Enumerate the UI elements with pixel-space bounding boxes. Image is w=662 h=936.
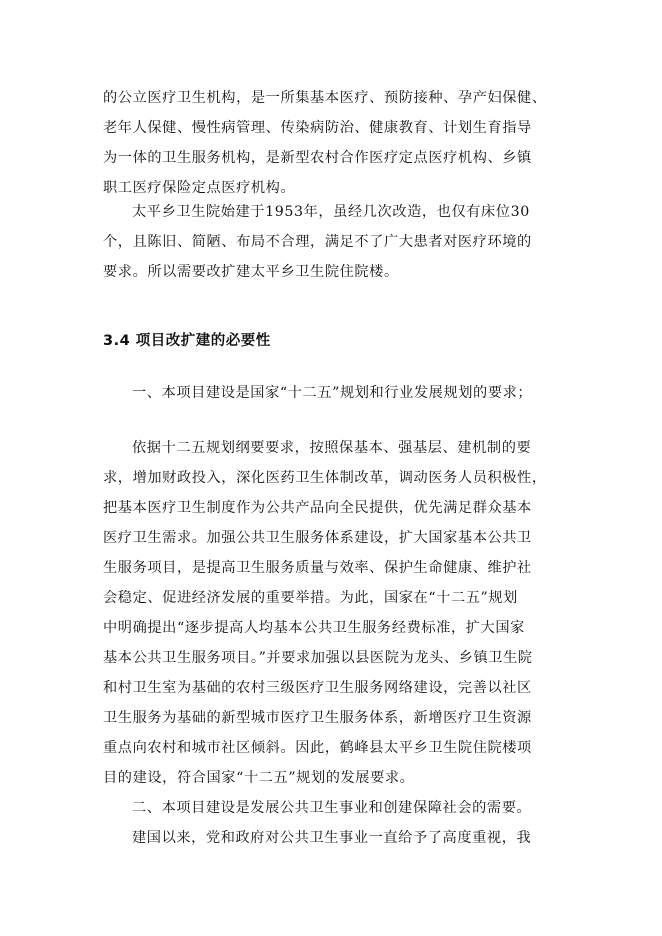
text-line: 求，增加财政投入，深化医药卫生体制改革，调动医务人员积极性， <box>103 470 547 486</box>
section-heading: 3.4 项目改扩建的必要性 <box>103 333 271 349</box>
text-line: 个，且陈旧、简陋、布局不合理，满足不了广大患者对医疗环境的 <box>103 234 532 250</box>
text-line: 的公立医疗卫生机构，是一所集基本医疗、预防接种、孕产妇保健、 <box>103 90 547 106</box>
text-line: 太平乡卫生院始建于1953年，虽经几次改造，也仅有床位30 <box>132 204 530 220</box>
text-line: 重点向农村和城市社区倾斜。因此，鹤峰县太平乡卫生院住院楼项 <box>103 740 532 756</box>
text-line: 建国以来，党和政府对公共卫生事业一直给予了高度重视，我 <box>132 830 532 846</box>
text-line: 会稳定、促进经济发展的重要举措。为此，国家在“十二五”规划 <box>103 590 518 606</box>
text-line: 目的建设，符合国家“十二五”规划的发展要求。 <box>103 770 415 786</box>
history-paragraph <box>103 197 557 287</box>
text-line: 为一体的卫生服务机构，是新型农村合作医疗定点医疗机构、乡镇 <box>103 150 532 166</box>
text-line: 职工医疗保险定点医疗机构。 <box>103 180 296 196</box>
text-line: 生服务项目，是提高卫生服务质量与效率、保护生命健康、维护社 <box>103 560 532 576</box>
policy-paragraph <box>103 433 557 853</box>
text-line: 基本公共卫生服务项目。”并要求加强以县医院为龙头、乡镇卫生院 <box>103 650 533 666</box>
text-line: 中明确提出“逐步提高人均基本公共卫生服务经费标准，扩大国家 <box>103 620 525 636</box>
text-line: 依据十二五规划纲要要求，按照保基本、强基层、建机制的要 <box>132 440 532 456</box>
text-line: 把基本医疗卫生制度作为公共产品向全民提供，优先满足群众基本 <box>103 500 532 516</box>
point-two-title: 二、本项目建设是发展公共卫生事业和创建保障社会的需要。 <box>132 800 532 816</box>
point-one <box>103 378 557 408</box>
point-one-title: 一、本项目建设是国家“十二五”规划和行业发展规划的要求； <box>132 385 533 401</box>
intro-paragraph <box>103 83 557 203</box>
text-line: 要求。所以需要改扩建太平乡卫生院住院楼。 <box>103 264 399 280</box>
text-line: 医疗卫生需求。加强公共卫生服务体系建设，扩大国家基本公共卫 <box>103 530 532 546</box>
text-line: 卫生服务为基础的新型城市医疗卫生服务体系，新增医疗卫生资源 <box>103 710 532 726</box>
text-line: 和村卫生室为基础的农村三级医疗卫生服务网络建设，完善以社区 <box>103 680 532 696</box>
text-line: 老年人保健、慢性病管理、传染病防治、健康教育、计划生育指导 <box>103 120 532 136</box>
